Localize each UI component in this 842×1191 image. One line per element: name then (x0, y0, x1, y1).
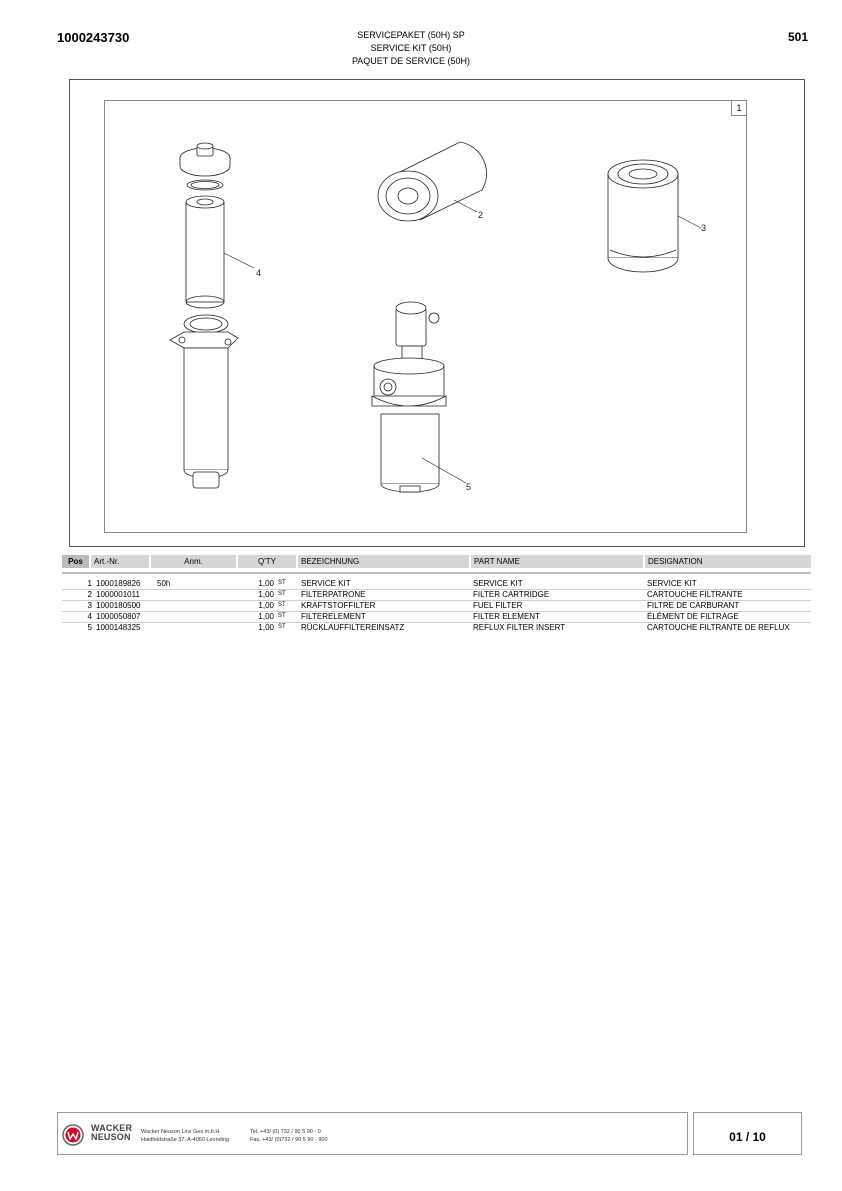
row-pos: 1 (87, 579, 92, 588)
row-part-name: REFLUX FILTER INSERT (473, 623, 566, 632)
callout-2: 2 (478, 210, 484, 220)
title-french: PAQUET DE SERVICE (50H) (351, 56, 471, 66)
page-title (300, 29, 522, 68)
row-pos: 2 (87, 590, 92, 599)
row-qty: 1,00 (258, 579, 274, 588)
fuel-filter-part (608, 160, 701, 272)
row-art-nr: 1000001011 (96, 590, 140, 599)
header-designation: DESIGNATION (645, 555, 811, 568)
title-english: SERVICE KIT (50H) (370, 43, 452, 53)
fax: Fax. +43/ (0)732 / 90 5 90 - 900 (250, 1137, 328, 1143)
title-german: SERVICEPAKET (50H) SP (357, 30, 465, 40)
row-bezeichnung: FILTERPATRONE (301, 590, 366, 599)
row-art-nr: 1000180500 (96, 601, 141, 610)
header-pos: Pos (62, 555, 89, 568)
row-part-name: FILTER ELEMENT (473, 612, 540, 621)
row-part-name: SERVICE KIT (473, 579, 523, 588)
row-unit: ST (278, 602, 286, 608)
page-counter: 01 / 10 (729, 1130, 766, 1144)
row-art-nr: 1000189826 (96, 579, 141, 588)
row-pos: 4 (87, 612, 92, 621)
row-art-nr: 1000050807 (96, 612, 141, 621)
exploded-parts-drawing (104, 100, 747, 533)
header-anm: Anm. (151, 555, 236, 568)
parts-table-header (62, 555, 811, 568)
row-bezeichnung: RÜCKLAUFFILTEREINSATZ (301, 623, 405, 632)
header-part-name: PART NAME (471, 555, 643, 568)
row-qty: 1,00 (258, 601, 274, 610)
document-number: 1000243730 (57, 30, 130, 45)
row-unit: ST (278, 580, 286, 586)
row-bezeichnung: FILTERELEMENT (301, 612, 366, 621)
row-qty: 1,00 (258, 590, 274, 599)
brand-name-line2: NEUSON (91, 1132, 131, 1142)
header-bezeichnung: BEZEICHNUNG (298, 555, 469, 568)
row-bezeichnung: KRAFTSTOFFILTER (301, 601, 376, 610)
row-designation: FILTRE DE CARBURANT (647, 601, 740, 610)
row-designation: SERVICE KIT (647, 579, 697, 588)
row-unit: ST (278, 624, 286, 630)
page-code: 501 (788, 30, 809, 44)
table-row (62, 589, 811, 600)
drawing-tag: 1 (731, 100, 747, 116)
row-bezeichnung: SERVICE KIT (301, 579, 351, 588)
row-designation: ÉLÉMENT DE FILTRAGE (647, 612, 739, 621)
callout-3: 3 (701, 223, 707, 233)
table-row (62, 600, 811, 611)
table-row (62, 611, 811, 622)
company-name: Wacker Neuson Linz Ges.m.b.H. (141, 1129, 221, 1135)
row-designation: CARTOUCHE FILTRANTE (647, 590, 743, 599)
telephone: Tel. +43/ (0) 732 / 90 5 90 - 0 (250, 1129, 321, 1135)
row-anm: 50h (157, 579, 171, 588)
row-part-name: FUEL FILTER (473, 601, 523, 610)
row-qty: 1,00 (258, 612, 274, 621)
company-address: Haidfeldstraße 37, A-4060 Leonding (141, 1137, 230, 1143)
wacker-neuson-logo-icon (62, 1124, 84, 1146)
row-designation: CARTOUCHE FILTRANTE DE REFLUX (647, 623, 790, 632)
callout-5: 5 (466, 482, 472, 492)
filter-cartridge-part (378, 142, 487, 221)
row-unit: ST (278, 591, 286, 597)
table-row (62, 622, 811, 633)
header-divider (62, 572, 811, 574)
filter-element-part (170, 143, 254, 488)
row-part-name: FILTER CARTRIDGE (473, 590, 550, 599)
header-qty: Q'TY (238, 555, 296, 568)
row-unit: ST (278, 613, 286, 619)
table-row (62, 578, 811, 589)
row-pos: 3 (87, 601, 92, 610)
row-pos: 5 (87, 623, 92, 632)
callout-4: 4 (256, 268, 262, 278)
reflux-filter-part (372, 302, 466, 492)
header-art-nr: Art.-Nr. (91, 555, 149, 568)
row-art-nr: 1000148325 (96, 623, 141, 632)
brand-name-line1: WACKER (91, 1123, 133, 1133)
row-qty: 1,00 (258, 623, 274, 632)
